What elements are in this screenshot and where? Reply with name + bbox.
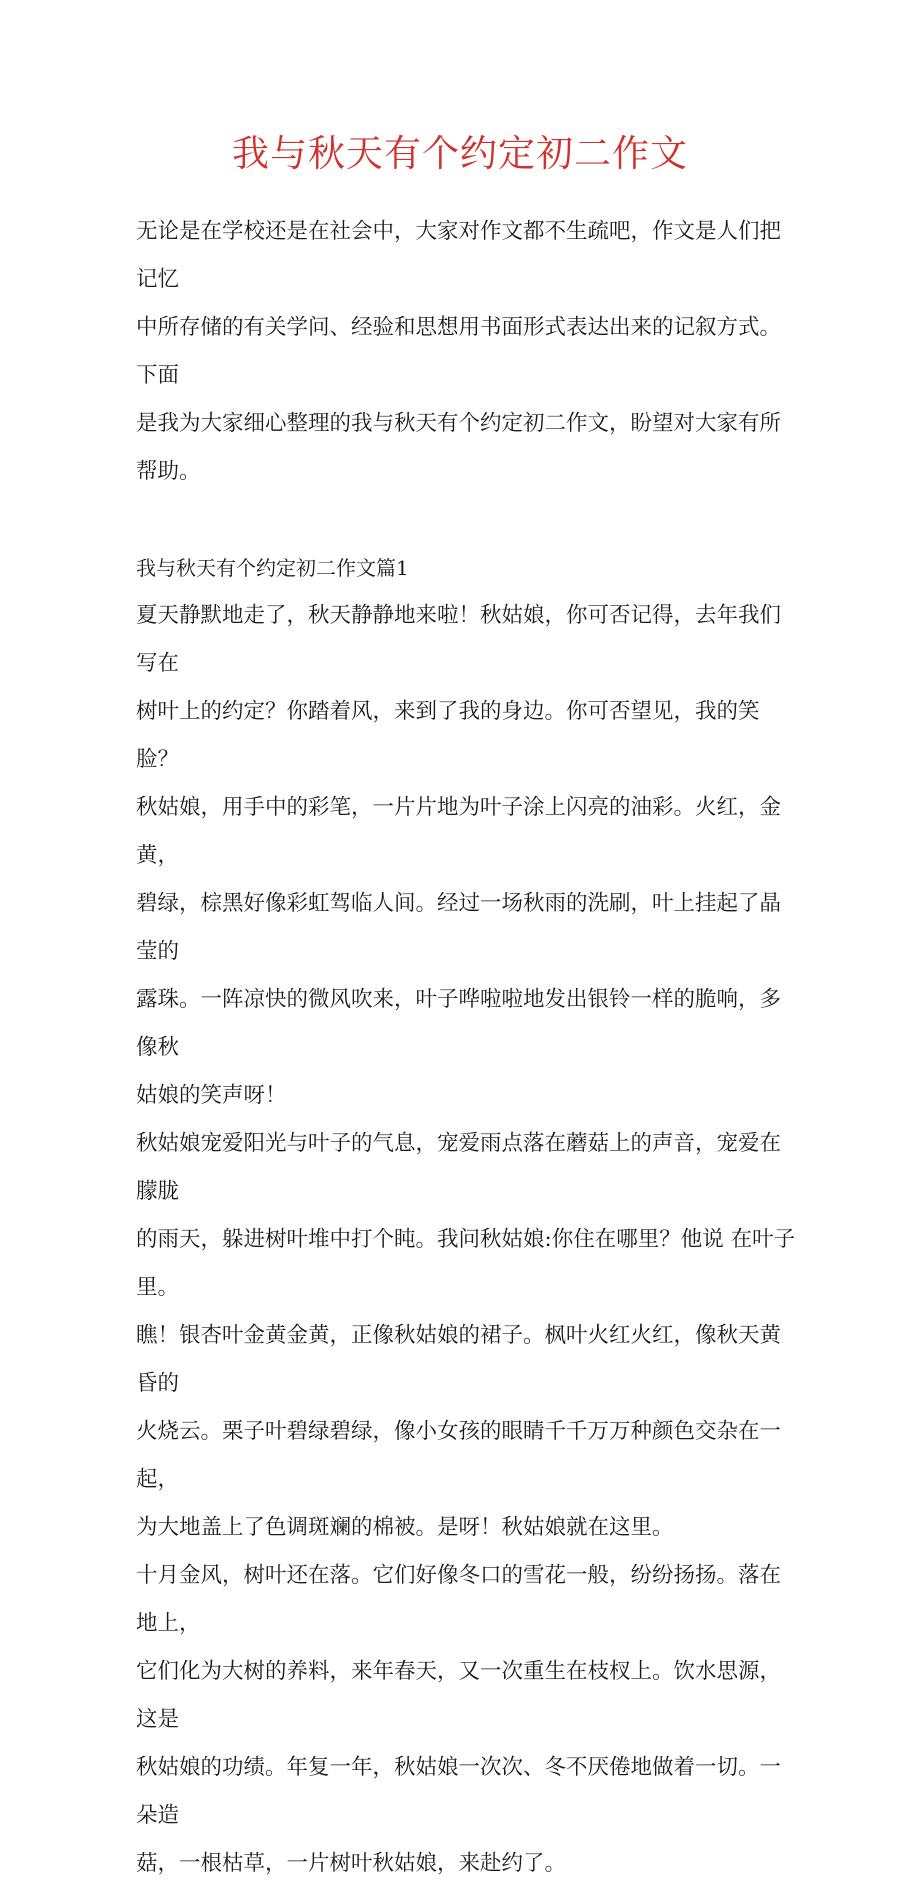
section-heading: 我与秋天有个约定初二作文篇1 [136,556,409,580]
intro-paragraph: 无论是在学校还是在社会中，大家对作文都不生疏吧，作文是人们把记忆 中所存储的有关学问、经验和思想用书面形式表达出来的记叙方式。下面 是我为大家细心整理的我与秋天有个约定初二作文，盼望对大家有所帮助。 [136,219,782,484]
body-paragraph-4: 十月金风，树叶还在落。它们好像冬口的雪花一般，纷纷扬扬。落在地上， 它们化为大树的养料，来年春天，又一次重生在枝杈上。饮水思源，这是 秋姑娘的功绩。年复一年，秋姑娘一次次、冬不厌倦地做着一切。一朵造 菇，一根枯草，一片树叶秋姑娘，来赴约了。 [136,1563,782,1876]
document-title: 我与秋天有个约定初二作文 [232,132,688,175]
body-paragraph-3: 秋姑娘宠爱阳光与叶子的气息，宠爱雨点落在蘑菇上的声音，宠爱在朦胧 的雨天，躲进树叶堆中打个盹。我问秋姑娘:你住在哪里？他说 在叶子里。 瞧！银杏叶金黄金黄，正像秋姑娘的裙子。枫叶火红火红，像秋天黄昏的 火烧云。栗子叶碧绿碧绿，像小女孩的眼睛千千万万种颜色交杂在一起， 为大地盖上了色调斑斓的棉被。是呀！秋姑娘就在这里。 [136,1131,796,1540]
body-paragraph-2: 秋姑娘，用手中的彩笔，一片片地为叶子涂上闪亮的油彩。火红，金黄， 碧绿，棕黑好像彩虹驾临人间。经过一场秋雨的洗刷，叶上挂起了晶莹的 露珠。一阵凉快的微风吹来，叶子哗啦啦地发出银铃一样的脆响，多像秋 姑娘的笑声呀！ [136,795,782,1108]
body-paragraph-1: 夏天静默地走了，秋天静静地来啦！秋姑娘，你可否记得，去年我们写在 树叶上的约定？你踏着风，来到了我的身边。你可否望见，我的笑脸？ [136,603,782,772]
document-body [136,208,796,1888]
